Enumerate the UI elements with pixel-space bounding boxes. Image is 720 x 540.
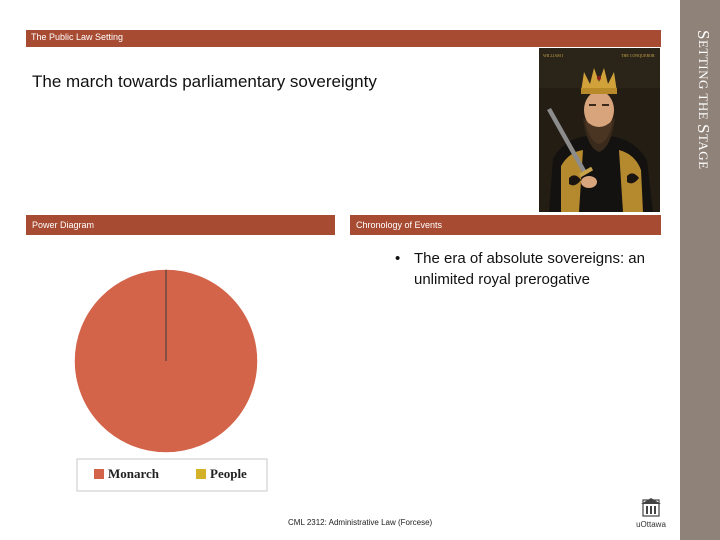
legend-label-monarch: Monarch <box>108 466 160 481</box>
side-title-initial-2: S <box>694 123 713 134</box>
logo-text: uOttawa <box>636 520 666 529</box>
side-title-part-1: ETTING THE <box>696 39 711 124</box>
portrait-caption-right: THE CONQUEROR <box>621 53 655 58</box>
section-header-bar <box>26 30 661 47</box>
power-diagram-header <box>26 215 335 235</box>
bullet-text: The era of absolute sovereigns: an unlimited royal prerogative <box>414 250 645 288</box>
king-portrait-image <box>539 48 660 212</box>
legend-swatch-monarch <box>94 469 104 479</box>
portrait-caption-left: WILLIAM I <box>543 53 564 58</box>
side-title-part-2: TAGE <box>696 133 711 170</box>
pie-slices <box>74 269 258 453</box>
section-label: The Public Law Setting <box>31 32 124 42</box>
pie-chart-svg <box>70 265 270 493</box>
side-title-initial-1: S <box>694 30 713 40</box>
slide-heading: The march towards parliamentary sovereignty <box>32 72 377 91</box>
power-diagram-title: Power Diagram <box>32 220 95 230</box>
footer-course-label: CML 2312: Administrative Law (Forcese) <box>288 518 433 527</box>
power-pie-chart <box>70 265 270 493</box>
legend-label-people: People <box>210 466 247 481</box>
chronology-title: Chronology of Events <box>356 220 443 230</box>
legend-swatch-people <box>196 469 206 479</box>
bullet-marker: • <box>395 250 401 267</box>
building-icon <box>626 496 676 520</box>
side-title <box>687 30 713 190</box>
chronology-header <box>350 215 661 235</box>
portrait-painting <box>539 48 660 212</box>
